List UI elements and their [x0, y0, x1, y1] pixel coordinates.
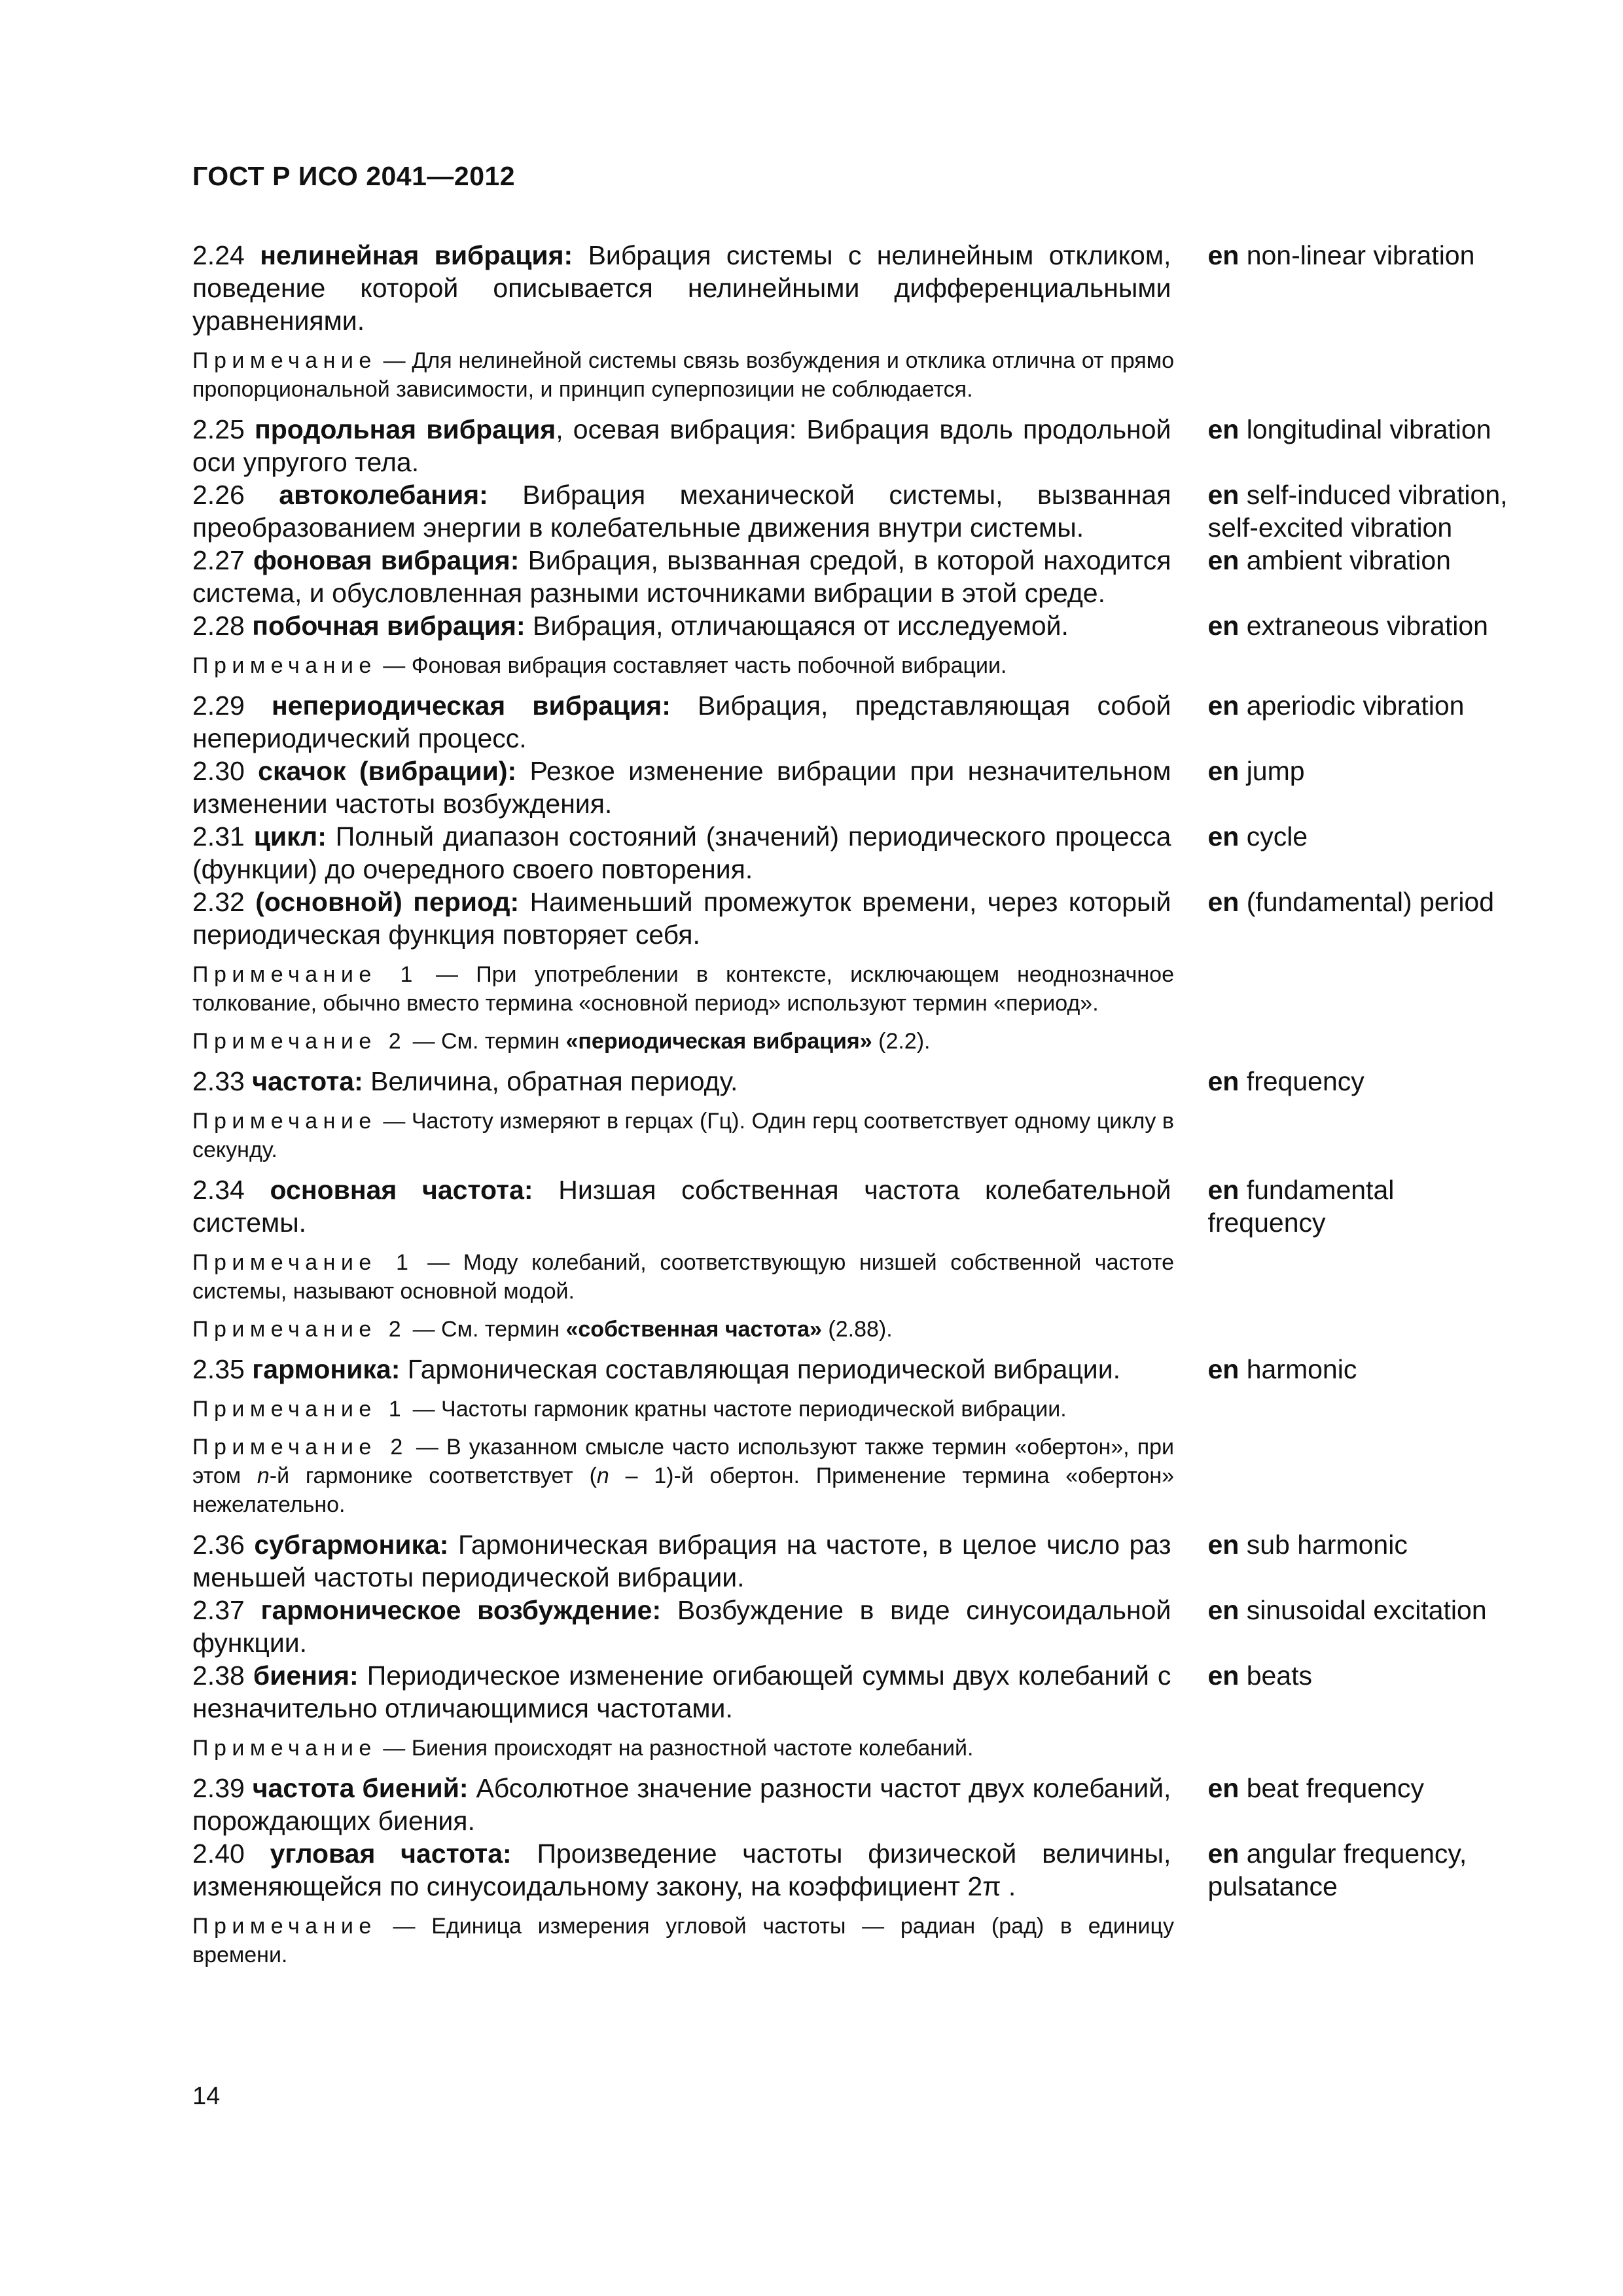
- note-text: — Частоту измеряют в герцах (Гц). Один герц соответствует одному циклу в секунду.: [192, 1109, 1174, 1162]
- english-equivalent: jump: [1246, 756, 1305, 786]
- term-entry: [192, 886, 1514, 951]
- note-text: — Фоновая вибрация составляет часть побочной вибрации.: [383, 653, 1007, 678]
- term-note: [192, 1315, 1174, 1344]
- english-equivalent: sinusoidal excitation: [1246, 1595, 1487, 1625]
- en-prefix: en: [1207, 545, 1240, 575]
- term-title: частота биений:: [252, 1773, 469, 1803]
- en-prefix: en: [1207, 1530, 1240, 1560]
- term-title: гармоника:: [252, 1354, 401, 1384]
- term-definition: Полный диапазон состояний (значений) периодического процесса (функции) до очередного своего повторения.: [192, 821, 1171, 884]
- note-text: — В указанном смысле часто используют также термин «обертон», при этом: [192, 1435, 1175, 1488]
- term-reference: «периодическая вибрация»: [565, 1029, 872, 1054]
- term-title: скачок (вибрации):: [258, 756, 517, 786]
- english-equivalent: aperiodic vibration: [1246, 691, 1465, 721]
- term-entry: [192, 1065, 1514, 1098]
- en-prefix: en: [1207, 821, 1240, 852]
- term-definition: Величина, обратная периоду.: [370, 1066, 738, 1096]
- term-definition: Вибрация, представляющая собой непериодический процесс.: [192, 691, 1171, 753]
- english-equivalent: beats: [1246, 1660, 1313, 1691]
- note-label: Примечание: [192, 1914, 377, 1939]
- note-text: — Единица измерения угловой частоты — радиан (рад) в единицу времени.: [192, 1914, 1175, 1967]
- term-number: 2.34: [192, 1175, 245, 1205]
- term-entry: [192, 689, 1514, 755]
- term-title: побочная вибрация:: [252, 611, 526, 641]
- english-equivalent: longitudinal vibration: [1246, 414, 1491, 444]
- en-prefix: en: [1207, 756, 1240, 786]
- note-label: Примечание 2: [192, 1435, 408, 1460]
- note-label: Примечание 1: [192, 1250, 414, 1275]
- term-entry: [192, 239, 1514, 337]
- term-note: [192, 1433, 1174, 1519]
- term-entry: [192, 544, 1514, 609]
- term-note: [192, 651, 1174, 680]
- term-definition: Вибрация, отличающаяся от исследуемой.: [533, 611, 1069, 641]
- term-title: угловая частота:: [270, 1839, 512, 1869]
- term-number: 2.39: [192, 1773, 245, 1803]
- term-note: [192, 1107, 1174, 1164]
- term-number: 2.25: [192, 414, 245, 444]
- term-definition: Произведение частоты физической величины, изменяющейся по синусоидальному закону, на коэффициент 2π .: [192, 1839, 1171, 1901]
- term-definition: Гармоническая составляющая периодической вибрации.: [407, 1354, 1120, 1384]
- term-title: частота:: [252, 1066, 363, 1096]
- en-prefix: en: [1207, 1773, 1240, 1803]
- term-number: 2.35: [192, 1354, 245, 1384]
- term-number: 2.31: [192, 821, 245, 852]
- term-title: гармоническое возбуждение:: [260, 1595, 662, 1625]
- note-label: Примечание: [192, 348, 377, 373]
- term-definition: Резкое изменение вибрации при незначительном изменении частоты возбуждения.: [192, 756, 1171, 819]
- term-number: 2.38: [192, 1660, 245, 1691]
- english-equivalent: self-induced vibration, self-excited vibration: [1207, 480, 1508, 543]
- term-entry: [192, 755, 1514, 820]
- note-text: — Частоты гармоник кратны частоте периодической вибрации.: [412, 1397, 1067, 1422]
- note-text: — См. термин: [412, 1317, 560, 1342]
- english-equivalent: harmonic: [1246, 1354, 1357, 1384]
- en-prefix: en: [1207, 1354, 1240, 1384]
- english-equivalent: non-linear vibration: [1246, 240, 1475, 270]
- term-number: 2.27: [192, 545, 245, 575]
- english-equivalent: frequency: [1246, 1066, 1364, 1096]
- en-prefix: en: [1207, 240, 1240, 270]
- term-definition: Абсолютное значение разности частот двух колебаний, порождающих биения.: [192, 1773, 1171, 1836]
- note-text: (2.2).: [878, 1029, 931, 1054]
- term-entry: [192, 609, 1514, 642]
- term-synonym: , осевая вибрация:: [556, 414, 797, 444]
- note-label: Примечание: [192, 1736, 377, 1761]
- term-note: [192, 960, 1174, 1018]
- term-number: 2.33: [192, 1066, 245, 1096]
- en-prefix: en: [1207, 1839, 1240, 1869]
- note-label: Примечание 1: [192, 962, 418, 987]
- term-title: биения:: [253, 1660, 359, 1691]
- note-label: Примечание: [192, 653, 377, 678]
- en-prefix: en: [1207, 1660, 1240, 1691]
- term-definition: Вибрация, вызванная средой, в которой находится система, и обусловленная разными источниками вибрации в этой среде.: [192, 545, 1171, 608]
- term-entry: [192, 1594, 1514, 1659]
- term-note: [192, 1734, 1174, 1763]
- term-number: 2.37: [192, 1595, 245, 1625]
- term-number: 2.32: [192, 887, 245, 917]
- term-number: 2.24: [192, 240, 245, 270]
- page-number: 14: [192, 2083, 221, 2110]
- term-entry: [192, 1837, 1514, 1903]
- note-text: — Для нелинейной системы связь возбуждения и отклика отлична от прямо пропорциональной зависимости, и принцип суперпозиции не соблюдается.: [192, 348, 1174, 402]
- note-text: (2.88).: [828, 1317, 893, 1342]
- term-note: [192, 1027, 1174, 1056]
- term-entry: [192, 1353, 1514, 1386]
- note-label: Примечание 1: [192, 1397, 407, 1422]
- term-number: 2.30: [192, 756, 245, 786]
- term-title: нелинейная вибрация:: [260, 240, 573, 270]
- note-text: — Биения происходят на разностной частоте колебаний.: [383, 1736, 974, 1761]
- term-note: [192, 1395, 1174, 1424]
- term-number: 2.36: [192, 1530, 245, 1560]
- note-text: — См. термин: [412, 1029, 560, 1054]
- en-prefix: en: [1207, 1595, 1240, 1625]
- english-equivalent: extraneous vibration: [1246, 611, 1488, 641]
- term-title: (основной) период:: [255, 887, 520, 917]
- term-note: [192, 346, 1174, 404]
- en-prefix: en: [1207, 611, 1240, 641]
- english-equivalent: angular frequency, pulsatance: [1207, 1839, 1467, 1901]
- variable-n: n: [596, 1463, 609, 1488]
- term-title: непериодическая вибрация:: [271, 691, 671, 721]
- en-prefix: en: [1207, 414, 1240, 444]
- note-label: Примечание: [192, 1109, 377, 1134]
- en-prefix: en: [1207, 480, 1240, 510]
- term-title: основная частота:: [270, 1175, 533, 1205]
- english-equivalent: cycle: [1246, 821, 1308, 852]
- terms-list: [192, 239, 1514, 1979]
- term-entry: [192, 1174, 1514, 1239]
- term-entry: [192, 478, 1514, 544]
- term-entry: [192, 820, 1514, 886]
- note-text: – 1)-й обертон. Применение термина «обертон» нежелательно.: [192, 1463, 1175, 1517]
- term-note: [192, 1248, 1174, 1306]
- english-equivalent: fundamental frequency: [1207, 1175, 1395, 1238]
- english-equivalent: (fundamental) period: [1246, 887, 1495, 917]
- term-title: автоколебания:: [279, 480, 488, 510]
- term-title: цикл:: [253, 821, 327, 852]
- en-prefix: en: [1207, 1175, 1240, 1205]
- term-number: 2.40: [192, 1839, 245, 1869]
- note-text: — При употреблении в контексте, исключающем неоднозначное толкование, обычно вместо термина «основной период» используют термин «период».: [192, 962, 1174, 1016]
- en-prefix: en: [1207, 691, 1240, 721]
- term-definition: Вибрация механической системы, вызванная преобразованием энергии в колебательные движения внутри системы.: [192, 480, 1171, 543]
- note-text: -й гармонике соответствует (: [269, 1463, 597, 1488]
- term-definition: Вибрация системы с нелинейным откликом, поведение которой описывается нелинейными дифференциальными уравнениями.: [192, 240, 1171, 336]
- english-equivalent: beat frequency: [1246, 1773, 1424, 1803]
- en-prefix: en: [1207, 887, 1240, 917]
- note-label: Примечание 2: [192, 1029, 407, 1054]
- document-header: ГОСТ Р ИСО 2041—2012: [192, 161, 516, 191]
- term-number: 2.29: [192, 691, 245, 721]
- en-prefix: en: [1207, 1066, 1240, 1096]
- term-reference: «собственная частота»: [565, 1317, 822, 1342]
- variable-n: n: [257, 1463, 270, 1488]
- term-entry: [192, 1528, 1514, 1594]
- term-definition: Наименьший промежуток времени, через который периодическая функция повторяет себя.: [192, 887, 1171, 950]
- term-title: фоновая вибрация:: [253, 545, 520, 575]
- term-entry: [192, 1659, 1514, 1725]
- term-note: [192, 1912, 1174, 1969]
- term-number: 2.26: [192, 480, 245, 510]
- term-title: продольная вибрация: [255, 414, 556, 444]
- english-equivalent: ambient vibration: [1246, 545, 1451, 575]
- english-equivalent: sub harmonic: [1246, 1530, 1408, 1560]
- term-entry: [192, 413, 1514, 478]
- term-entry: [192, 1772, 1514, 1837]
- term-definition: Возбуждение в виде синусоидальной функции.: [192, 1595, 1171, 1658]
- term-definition: Гармоническая вибрация на частоте, в целое число раз меньшей частоты периодической вибрации.: [192, 1530, 1171, 1592]
- term-definition: Периодическое изменение огибающей суммы двух колебаний с незначительно отличающимися частотами.: [192, 1660, 1171, 1723]
- note-label: Примечание 2: [192, 1317, 407, 1342]
- term-number: 2.28: [192, 611, 245, 641]
- term-title: субгармоника:: [254, 1530, 449, 1560]
- term-definition: Низшая собственная частота колебательной системы.: [192, 1175, 1171, 1238]
- term-definition: Вибрация вдоль продольной оси упругого тела.: [192, 414, 1171, 477]
- note-text: — Моду колебаний, соответствующую низшей собственной частоте системы, называют основной модой.: [192, 1250, 1174, 1304]
